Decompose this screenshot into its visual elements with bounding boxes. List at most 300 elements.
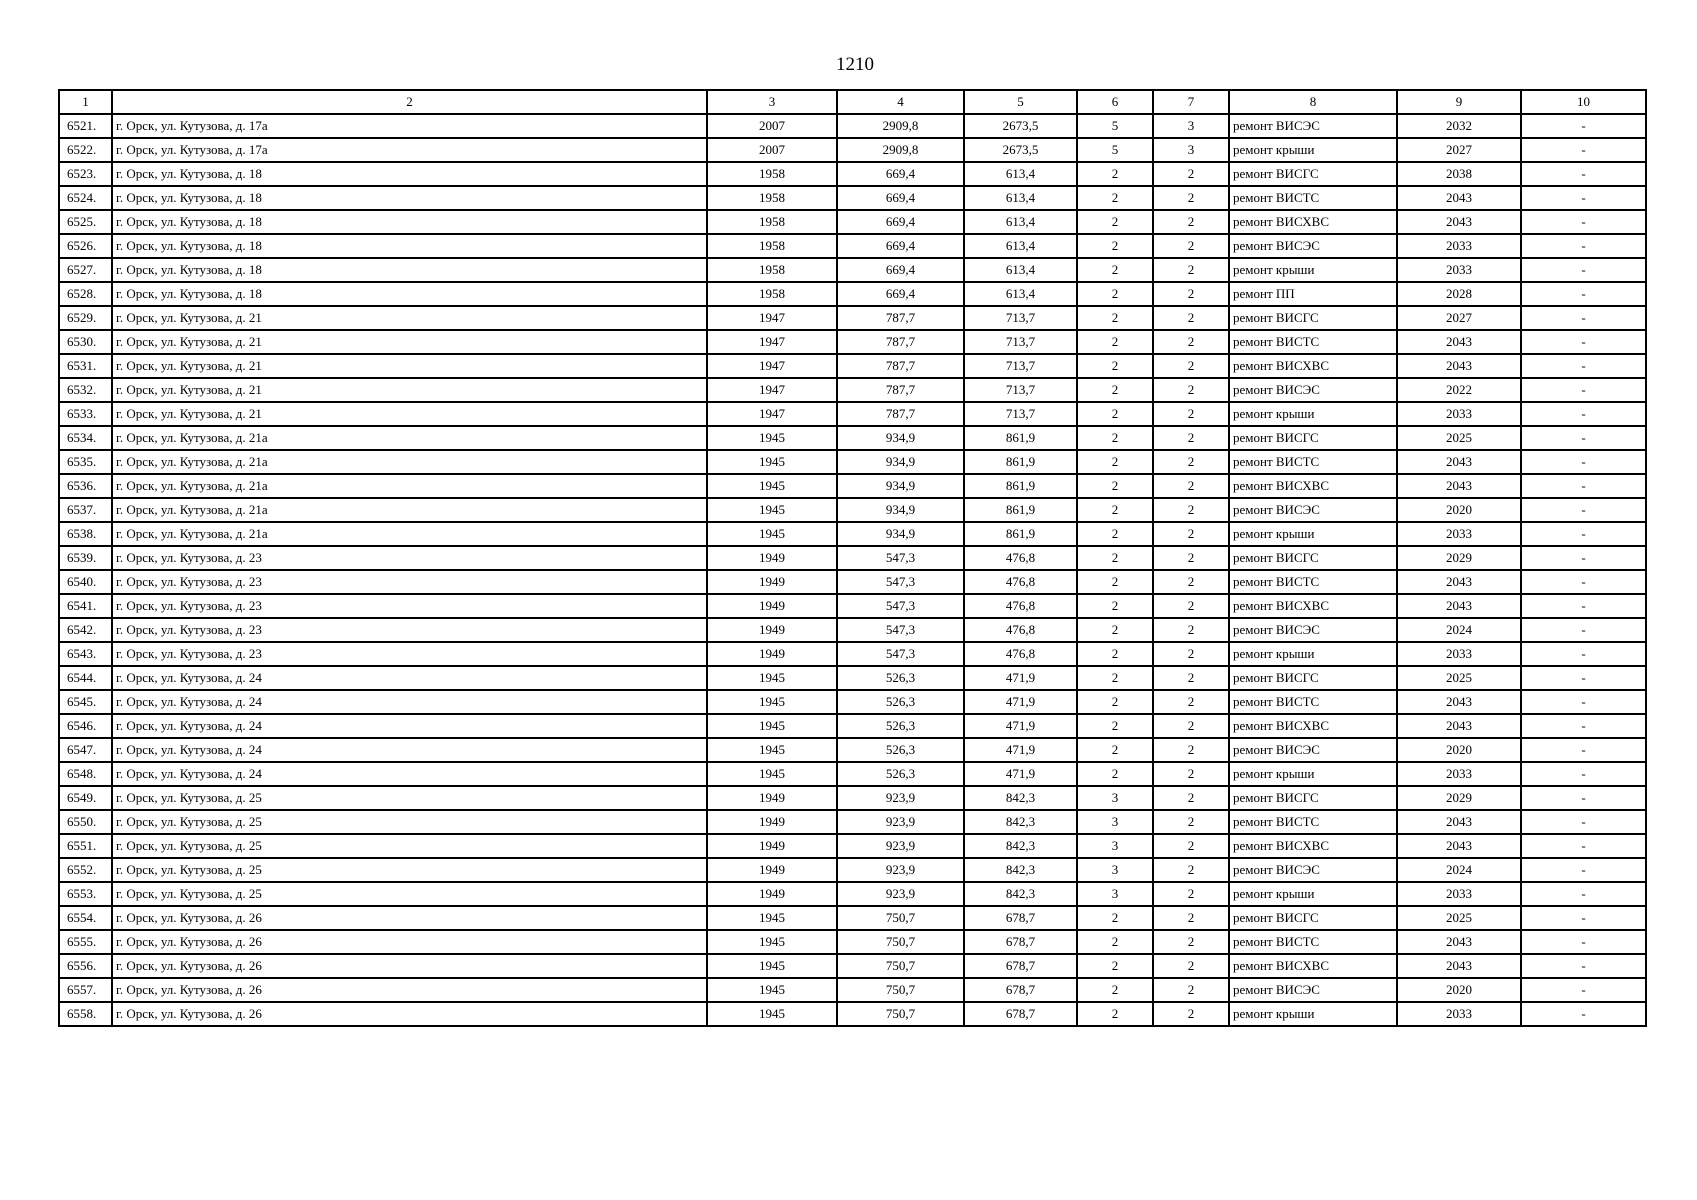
entrances-cell: 2 xyxy=(1153,786,1229,810)
living-area-cell: 613,4 xyxy=(964,234,1077,258)
register-table xyxy=(58,89,1647,1027)
living-area-cell: 476,8 xyxy=(964,618,1077,642)
planned-year-cell: 2043 xyxy=(1397,354,1521,378)
planned-year-cell: 2043 xyxy=(1397,450,1521,474)
floors-cell: 2 xyxy=(1077,258,1153,282)
total-area-cell: 923,9 xyxy=(837,834,964,858)
living-area-cell: 713,7 xyxy=(964,330,1077,354)
planned-year-cell: 2025 xyxy=(1397,426,1521,450)
table-row xyxy=(59,930,1646,954)
planned-year-cell: 2033 xyxy=(1397,522,1521,546)
note-cell: - xyxy=(1521,858,1646,882)
work-type-cell: ремонт крыши xyxy=(1229,882,1397,906)
address-cell: г. Орск, ул. Кутузова, д. 26 xyxy=(112,930,707,954)
year-built-cell: 1949 xyxy=(707,546,837,570)
row-number-cell: 6544. xyxy=(59,666,112,690)
entrances-cell: 2 xyxy=(1153,234,1229,258)
header-cell: 8 xyxy=(1229,90,1397,114)
year-built-cell: 1958 xyxy=(707,282,837,306)
work-type-cell: ремонт ПП xyxy=(1229,282,1397,306)
entrances-cell: 2 xyxy=(1153,594,1229,618)
address-cell: г. Орск, ул. Кутузова, д. 21а xyxy=(112,426,707,450)
living-area-cell: 842,3 xyxy=(964,858,1077,882)
entrances-cell: 2 xyxy=(1153,1002,1229,1026)
note-cell: - xyxy=(1521,1002,1646,1026)
table-row xyxy=(59,138,1646,162)
total-area-cell: 547,3 xyxy=(837,642,964,666)
header-cell: 6 xyxy=(1077,90,1153,114)
year-built-cell: 1949 xyxy=(707,618,837,642)
address-cell: г. Орск, ул. Кутузова, д. 18 xyxy=(112,234,707,258)
table-row xyxy=(59,786,1646,810)
note-cell: - xyxy=(1521,402,1646,426)
header-cell: 10 xyxy=(1521,90,1646,114)
planned-year-cell: 2029 xyxy=(1397,546,1521,570)
entrances-cell: 2 xyxy=(1153,450,1229,474)
table-row xyxy=(59,882,1646,906)
row-number-cell: 6547. xyxy=(59,738,112,762)
total-area-cell: 547,3 xyxy=(837,594,964,618)
note-cell: - xyxy=(1521,186,1646,210)
year-built-cell: 1945 xyxy=(707,474,837,498)
total-area-cell: 669,4 xyxy=(837,186,964,210)
planned-year-cell: 2043 xyxy=(1397,930,1521,954)
note-cell: - xyxy=(1521,618,1646,642)
total-area-cell: 669,4 xyxy=(837,282,964,306)
planned-year-cell: 2043 xyxy=(1397,810,1521,834)
floors-cell: 2 xyxy=(1077,402,1153,426)
planned-year-cell: 2020 xyxy=(1397,738,1521,762)
total-area-cell: 526,3 xyxy=(837,714,964,738)
work-type-cell: ремонт крыши xyxy=(1229,138,1397,162)
address-cell: г. Орск, ул. Кутузова, д. 24 xyxy=(112,714,707,738)
living-area-cell: 613,4 xyxy=(964,162,1077,186)
year-built-cell: 1949 xyxy=(707,570,837,594)
row-number-cell: 6550. xyxy=(59,810,112,834)
living-area-cell: 2673,5 xyxy=(964,138,1077,162)
entrances-cell: 2 xyxy=(1153,162,1229,186)
planned-year-cell: 2033 xyxy=(1397,402,1521,426)
floors-cell: 2 xyxy=(1077,594,1153,618)
year-built-cell: 1945 xyxy=(707,930,837,954)
note-cell: - xyxy=(1521,642,1646,666)
total-area-cell: 750,7 xyxy=(837,930,964,954)
living-area-cell: 842,3 xyxy=(964,810,1077,834)
row-number-cell: 6537. xyxy=(59,498,112,522)
planned-year-cell: 2029 xyxy=(1397,786,1521,810)
work-type-cell: ремонт ВИСЭС xyxy=(1229,498,1397,522)
total-area-cell: 2909,8 xyxy=(837,114,964,138)
note-cell: - xyxy=(1521,282,1646,306)
work-type-cell: ремонт крыши xyxy=(1229,522,1397,546)
floors-cell: 2 xyxy=(1077,642,1153,666)
total-area-cell: 923,9 xyxy=(837,882,964,906)
floors-cell: 3 xyxy=(1077,786,1153,810)
row-number-cell: 6538. xyxy=(59,522,112,546)
table-row xyxy=(59,906,1646,930)
table-row xyxy=(59,162,1646,186)
table-row xyxy=(59,690,1646,714)
entrances-cell: 2 xyxy=(1153,570,1229,594)
row-number-cell: 6533. xyxy=(59,402,112,426)
address-cell: г. Орск, ул. Кутузова, д. 18 xyxy=(112,186,707,210)
entrances-cell: 3 xyxy=(1153,138,1229,162)
table-row xyxy=(59,474,1646,498)
note-cell: - xyxy=(1521,474,1646,498)
total-area-cell: 669,4 xyxy=(837,258,964,282)
planned-year-cell: 2033 xyxy=(1397,258,1521,282)
note-cell: - xyxy=(1521,834,1646,858)
year-built-cell: 1949 xyxy=(707,834,837,858)
living-area-cell: 471,9 xyxy=(964,714,1077,738)
table-row xyxy=(59,258,1646,282)
floors-cell: 2 xyxy=(1077,330,1153,354)
note-cell: - xyxy=(1521,714,1646,738)
living-area-cell: 861,9 xyxy=(964,474,1077,498)
address-cell: г. Орск, ул. Кутузова, д. 21а xyxy=(112,522,707,546)
work-type-cell: ремонт ВИСХВС xyxy=(1229,594,1397,618)
entrances-cell: 2 xyxy=(1153,306,1229,330)
floors-cell: 3 xyxy=(1077,834,1153,858)
row-number-cell: 6524. xyxy=(59,186,112,210)
floors-cell: 2 xyxy=(1077,954,1153,978)
table-row xyxy=(59,642,1646,666)
floors-cell: 2 xyxy=(1077,762,1153,786)
row-number-cell: 6529. xyxy=(59,306,112,330)
row-number-cell: 6523. xyxy=(59,162,112,186)
planned-year-cell: 2025 xyxy=(1397,666,1521,690)
table-row xyxy=(59,306,1646,330)
row-number-cell: 6541. xyxy=(59,594,112,618)
total-area-cell: 750,7 xyxy=(837,906,964,930)
work-type-cell: ремонт ВИСХВС xyxy=(1229,210,1397,234)
table-row xyxy=(59,738,1646,762)
address-cell: г. Орск, ул. Кутузова, д. 18 xyxy=(112,162,707,186)
address-cell: г. Орск, ул. Кутузова, д. 21 xyxy=(112,378,707,402)
floors-cell: 3 xyxy=(1077,810,1153,834)
year-built-cell: 1945 xyxy=(707,498,837,522)
address-cell: г. Орск, ул. Кутузова, д. 24 xyxy=(112,738,707,762)
address-cell: г. Орск, ул. Кутузова, д. 21а xyxy=(112,450,707,474)
total-area-cell: 787,7 xyxy=(837,378,964,402)
row-number-cell: 6535. xyxy=(59,450,112,474)
address-cell: г. Орск, ул. Кутузова, д. 17а xyxy=(112,138,707,162)
table-row xyxy=(59,570,1646,594)
total-area-cell: 547,3 xyxy=(837,618,964,642)
entrances-cell: 2 xyxy=(1153,498,1229,522)
floors-cell: 2 xyxy=(1077,738,1153,762)
work-type-cell: ремонт ВИСГС xyxy=(1229,906,1397,930)
year-built-cell: 1945 xyxy=(707,690,837,714)
year-built-cell: 1949 xyxy=(707,786,837,810)
row-number-cell: 6553. xyxy=(59,882,112,906)
floors-cell: 2 xyxy=(1077,306,1153,330)
work-type-cell: ремонт ВИСГС xyxy=(1229,162,1397,186)
planned-year-cell: 2043 xyxy=(1397,186,1521,210)
table-row xyxy=(59,186,1646,210)
note-cell: - xyxy=(1521,906,1646,930)
total-area-cell: 787,7 xyxy=(837,402,964,426)
living-area-cell: 2673,5 xyxy=(964,114,1077,138)
living-area-cell: 471,9 xyxy=(964,738,1077,762)
table-row xyxy=(59,810,1646,834)
entrances-cell: 2 xyxy=(1153,522,1229,546)
table-body xyxy=(59,114,1646,1026)
year-built-cell: 1947 xyxy=(707,378,837,402)
note-cell: - xyxy=(1521,138,1646,162)
total-area-cell: 934,9 xyxy=(837,426,964,450)
work-type-cell: ремонт ВИСТС xyxy=(1229,450,1397,474)
note-cell: - xyxy=(1521,570,1646,594)
entrances-cell: 2 xyxy=(1153,618,1229,642)
address-cell: г. Орск, ул. Кутузова, д. 23 xyxy=(112,546,707,570)
entrances-cell: 2 xyxy=(1153,474,1229,498)
table-row xyxy=(59,498,1646,522)
row-number-cell: 6530. xyxy=(59,330,112,354)
work-type-cell: ремонт ВИСГС xyxy=(1229,306,1397,330)
entrances-cell: 2 xyxy=(1153,282,1229,306)
floors-cell: 2 xyxy=(1077,906,1153,930)
total-area-cell: 547,3 xyxy=(837,570,964,594)
floors-cell: 2 xyxy=(1077,282,1153,306)
address-cell: г. Орск, ул. Кутузова, д. 18 xyxy=(112,210,707,234)
work-type-cell: ремонт крыши xyxy=(1229,258,1397,282)
row-number-cell: 6526. xyxy=(59,234,112,258)
work-type-cell: ремонт ВИСГС xyxy=(1229,426,1397,450)
planned-year-cell: 2043 xyxy=(1397,474,1521,498)
entrances-cell: 2 xyxy=(1153,978,1229,1002)
planned-year-cell: 2033 xyxy=(1397,234,1521,258)
floors-cell: 3 xyxy=(1077,882,1153,906)
row-number-cell: 6527. xyxy=(59,258,112,282)
note-cell: - xyxy=(1521,594,1646,618)
address-cell: г. Орск, ул. Кутузова, д. 26 xyxy=(112,954,707,978)
total-area-cell: 923,9 xyxy=(837,858,964,882)
living-area-cell: 713,7 xyxy=(964,378,1077,402)
living-area-cell: 842,3 xyxy=(964,834,1077,858)
living-area-cell: 713,7 xyxy=(964,402,1077,426)
living-area-cell: 861,9 xyxy=(964,426,1077,450)
floors-cell: 2 xyxy=(1077,426,1153,450)
table-row xyxy=(59,522,1646,546)
work-type-cell: ремонт ВИСЭС xyxy=(1229,378,1397,402)
entrances-cell: 2 xyxy=(1153,738,1229,762)
year-built-cell: 1945 xyxy=(707,906,837,930)
row-number-cell: 6543. xyxy=(59,642,112,666)
floors-cell: 2 xyxy=(1077,666,1153,690)
row-number-cell: 6534. xyxy=(59,426,112,450)
table-row xyxy=(59,594,1646,618)
work-type-cell: ремонт ВИСТС xyxy=(1229,930,1397,954)
work-type-cell: ремонт ВИСТС xyxy=(1229,186,1397,210)
work-type-cell: ремонт ВИСТС xyxy=(1229,690,1397,714)
entrances-cell: 2 xyxy=(1153,210,1229,234)
total-area-cell: 750,7 xyxy=(837,954,964,978)
note-cell: - xyxy=(1521,666,1646,690)
row-number-cell: 6536. xyxy=(59,474,112,498)
entrances-cell: 2 xyxy=(1153,834,1229,858)
address-cell: г. Орск, ул. Кутузова, д. 25 xyxy=(112,858,707,882)
total-area-cell: 934,9 xyxy=(837,450,964,474)
note-cell: - xyxy=(1521,378,1646,402)
entrances-cell: 2 xyxy=(1153,426,1229,450)
work-type-cell: ремонт ВИСГС xyxy=(1229,546,1397,570)
address-cell: г. Орск, ул. Кутузова, д. 25 xyxy=(112,810,707,834)
address-cell: г. Орск, ул. Кутузова, д. 18 xyxy=(112,258,707,282)
year-built-cell: 1958 xyxy=(707,162,837,186)
entrances-cell: 2 xyxy=(1153,690,1229,714)
header-cell: 4 xyxy=(837,90,964,114)
work-type-cell: ремонт крыши xyxy=(1229,642,1397,666)
total-area-cell: 934,9 xyxy=(837,522,964,546)
floors-cell: 2 xyxy=(1077,1002,1153,1026)
row-number-cell: 6542. xyxy=(59,618,112,642)
living-area-cell: 476,8 xyxy=(964,594,1077,618)
floors-cell: 5 xyxy=(1077,114,1153,138)
note-cell: - xyxy=(1521,522,1646,546)
year-built-cell: 1949 xyxy=(707,858,837,882)
floors-cell: 2 xyxy=(1077,978,1153,1002)
living-area-cell: 678,7 xyxy=(964,906,1077,930)
year-built-cell: 1949 xyxy=(707,642,837,666)
living-area-cell: 476,8 xyxy=(964,546,1077,570)
note-cell: - xyxy=(1521,738,1646,762)
planned-year-cell: 2043 xyxy=(1397,594,1521,618)
year-built-cell: 1945 xyxy=(707,522,837,546)
entrances-cell: 2 xyxy=(1153,330,1229,354)
year-built-cell: 1945 xyxy=(707,954,837,978)
total-area-cell: 669,4 xyxy=(837,210,964,234)
total-area-cell: 526,3 xyxy=(837,666,964,690)
planned-year-cell: 2043 xyxy=(1397,834,1521,858)
work-type-cell: ремонт ВИСГС xyxy=(1229,666,1397,690)
planned-year-cell: 2027 xyxy=(1397,306,1521,330)
planned-year-cell: 2033 xyxy=(1397,882,1521,906)
floors-cell: 2 xyxy=(1077,162,1153,186)
table-row xyxy=(59,666,1646,690)
note-cell: - xyxy=(1521,162,1646,186)
floors-cell: 2 xyxy=(1077,474,1153,498)
total-area-cell: 526,3 xyxy=(837,690,964,714)
living-area-cell: 476,8 xyxy=(964,570,1077,594)
work-type-cell: ремонт ВИСХВС xyxy=(1229,714,1397,738)
note-cell: - xyxy=(1521,690,1646,714)
table-row xyxy=(59,618,1646,642)
total-area-cell: 787,7 xyxy=(837,306,964,330)
note-cell: - xyxy=(1521,114,1646,138)
work-type-cell: ремонт ВИСХВС xyxy=(1229,834,1397,858)
row-number-cell: 6558. xyxy=(59,1002,112,1026)
year-built-cell: 1947 xyxy=(707,354,837,378)
table-row xyxy=(59,210,1646,234)
entrances-cell: 2 xyxy=(1153,714,1229,738)
row-number-cell: 6539. xyxy=(59,546,112,570)
row-number-cell: 6545. xyxy=(59,690,112,714)
row-number-cell: 6546. xyxy=(59,714,112,738)
total-area-cell: 526,3 xyxy=(837,762,964,786)
planned-year-cell: 2032 xyxy=(1397,114,1521,138)
floors-cell: 2 xyxy=(1077,234,1153,258)
living-area-cell: 613,4 xyxy=(964,258,1077,282)
planned-year-cell: 2025 xyxy=(1397,906,1521,930)
work-type-cell: ремонт ВИСЭС xyxy=(1229,858,1397,882)
table-row xyxy=(59,858,1646,882)
table-row xyxy=(59,714,1646,738)
planned-year-cell: 2020 xyxy=(1397,978,1521,1002)
address-cell: г. Орск, ул. Кутузова, д. 21 xyxy=(112,354,707,378)
living-area-cell: 471,9 xyxy=(964,690,1077,714)
header-row xyxy=(59,90,1646,114)
total-area-cell: 669,4 xyxy=(837,162,964,186)
total-area-cell: 934,9 xyxy=(837,498,964,522)
planned-year-cell: 2022 xyxy=(1397,378,1521,402)
entrances-cell: 2 xyxy=(1153,666,1229,690)
table-row xyxy=(59,114,1646,138)
floors-cell: 2 xyxy=(1077,186,1153,210)
address-cell: г. Орск, ул. Кутузова, д. 21а xyxy=(112,498,707,522)
header-cell: 1 xyxy=(59,90,112,114)
living-area-cell: 842,3 xyxy=(964,882,1077,906)
floors-cell: 2 xyxy=(1077,570,1153,594)
living-area-cell: 678,7 xyxy=(964,1002,1077,1026)
address-cell: г. Орск, ул. Кутузова, д. 23 xyxy=(112,594,707,618)
work-type-cell: ремонт ВИСЭС xyxy=(1229,738,1397,762)
year-built-cell: 2007 xyxy=(707,114,837,138)
row-number-cell: 6551. xyxy=(59,834,112,858)
planned-year-cell: 2043 xyxy=(1397,570,1521,594)
planned-year-cell: 2043 xyxy=(1397,330,1521,354)
table-row xyxy=(59,378,1646,402)
planned-year-cell: 2020 xyxy=(1397,498,1521,522)
year-built-cell: 1945 xyxy=(707,762,837,786)
living-area-cell: 613,4 xyxy=(964,282,1077,306)
total-area-cell: 750,7 xyxy=(837,978,964,1002)
year-built-cell: 1958 xyxy=(707,210,837,234)
year-built-cell: 1945 xyxy=(707,666,837,690)
year-built-cell: 1958 xyxy=(707,186,837,210)
row-number-cell: 6556. xyxy=(59,954,112,978)
year-built-cell: 1945 xyxy=(707,1002,837,1026)
planned-year-cell: 2027 xyxy=(1397,138,1521,162)
work-type-cell: ремонт ВИСТС xyxy=(1229,330,1397,354)
planned-year-cell: 2024 xyxy=(1397,858,1521,882)
living-area-cell: 678,7 xyxy=(964,954,1077,978)
address-cell: г. Орск, ул. Кутузова, д. 24 xyxy=(112,762,707,786)
work-type-cell: ремонт ВИСЭС xyxy=(1229,234,1397,258)
work-type-cell: ремонт ВИСЭС xyxy=(1229,978,1397,1002)
living-area-cell: 713,7 xyxy=(964,354,1077,378)
floors-cell: 5 xyxy=(1077,138,1153,162)
work-type-cell: ремонт ВИСХВС xyxy=(1229,354,1397,378)
living-area-cell: 861,9 xyxy=(964,498,1077,522)
row-number-cell: 6540. xyxy=(59,570,112,594)
floors-cell: 2 xyxy=(1077,498,1153,522)
year-built-cell: 1945 xyxy=(707,978,837,1002)
header-cell: 2 xyxy=(112,90,707,114)
living-area-cell: 861,9 xyxy=(964,450,1077,474)
table-row xyxy=(59,834,1646,858)
note-cell: - xyxy=(1521,426,1646,450)
total-area-cell: 787,7 xyxy=(837,330,964,354)
total-area-cell: 787,7 xyxy=(837,354,964,378)
year-built-cell: 1947 xyxy=(707,330,837,354)
address-cell: г. Орск, ул. Кутузова, д. 25 xyxy=(112,786,707,810)
table-row xyxy=(59,1002,1646,1026)
row-number-cell: 6522. xyxy=(59,138,112,162)
planned-year-cell: 2033 xyxy=(1397,762,1521,786)
living-area-cell: 613,4 xyxy=(964,210,1077,234)
row-number-cell: 6557. xyxy=(59,978,112,1002)
